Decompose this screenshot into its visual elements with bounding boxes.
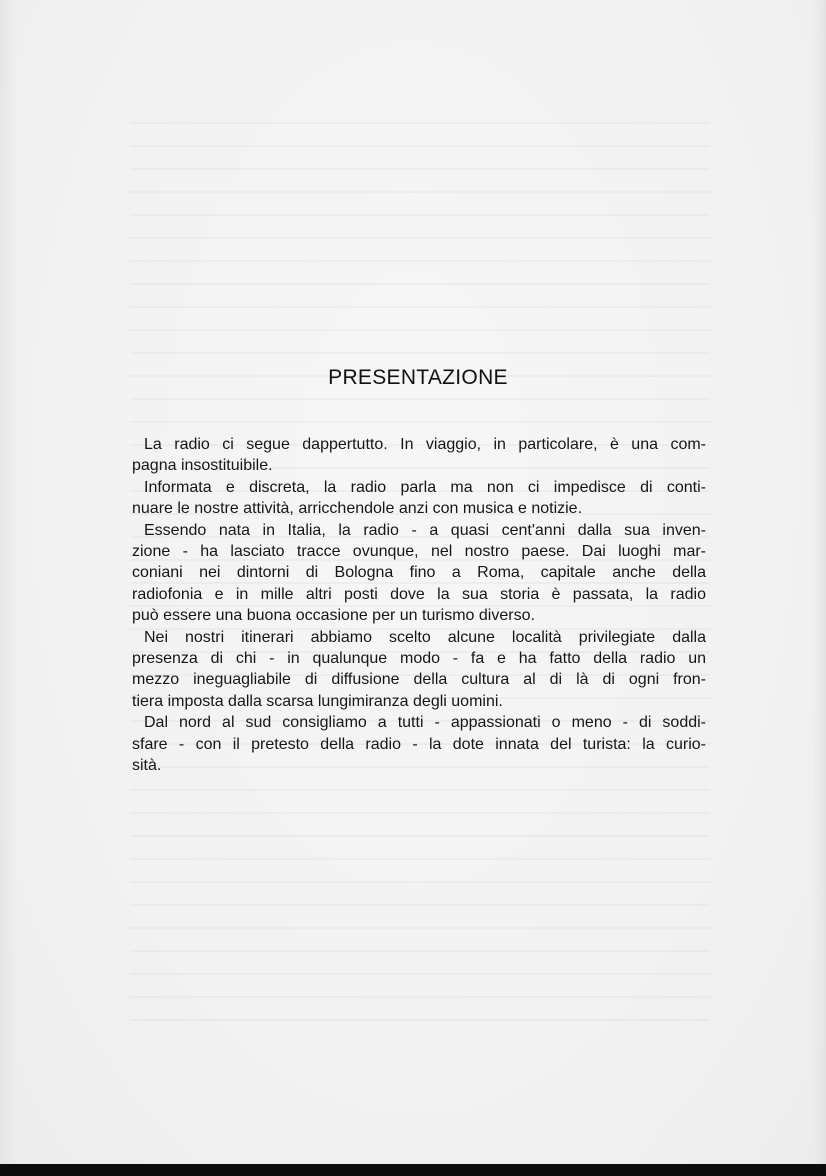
paragraph — [132, 434, 706, 477]
text-line: tiera imposta dalla scarsa lungimiranza degli uomini. — [132, 692, 503, 710]
text-line: Essendo nata in Italia, la radio - a quasi cent'anni dalla sua inven- — [144, 521, 706, 539]
text-line: può essere una buona occasione per un turismo diverso. — [132, 607, 535, 625]
text-line: radiofonia e in mille altri posti dove la sua storia è passata, la radio — [132, 585, 706, 603]
text-line: Informata e discreta, la radio parla ma non ci impedisce di conti- — [144, 478, 706, 496]
text-line: nuare le nostre attività, arricchendole anzi con musica e notizie. — [132, 500, 583, 518]
text-line: zione - ha lasciato tracce ovunque, nel nostro paese. Dai luoghi mar- — [132, 543, 706, 561]
body-text — [132, 434, 706, 777]
scan-bottom-edge — [0, 1164, 826, 1176]
paragraph — [132, 477, 706, 520]
paragraph — [132, 520, 706, 627]
text-line: pagna insostituibile. — [132, 457, 273, 475]
text-line: coniani nei dintorni di Bologna fino a Roma, capitale anche della — [132, 564, 706, 582]
paragraph — [132, 627, 706, 713]
text-line: mezzo ineguagliabile di diffusione della cultura al di là di ogni fron- — [132, 671, 706, 689]
paragraph — [132, 712, 706, 776]
text-line: sità. — [132, 757, 162, 775]
text-line: Nei nostri itinerari abbiamo scelto alcune località privilegiate dalla — [144, 628, 706, 646]
page-title: PRESENTAZIONE — [328, 366, 508, 389]
text-line: Dal nord al sud consigliamo a tutti - appassionati o meno - di soddi- — [144, 714, 706, 732]
text-line: La radio ci segue dappertutto. In viaggio, in particolare, è una com- — [144, 436, 706, 453]
text-line: sfare - con il pretesto della radio - la dote innata del turista: la curio- — [132, 735, 706, 753]
text-line: presenza di chi - in qualunque modo - fa e ha fatto della radio un — [132, 650, 706, 668]
